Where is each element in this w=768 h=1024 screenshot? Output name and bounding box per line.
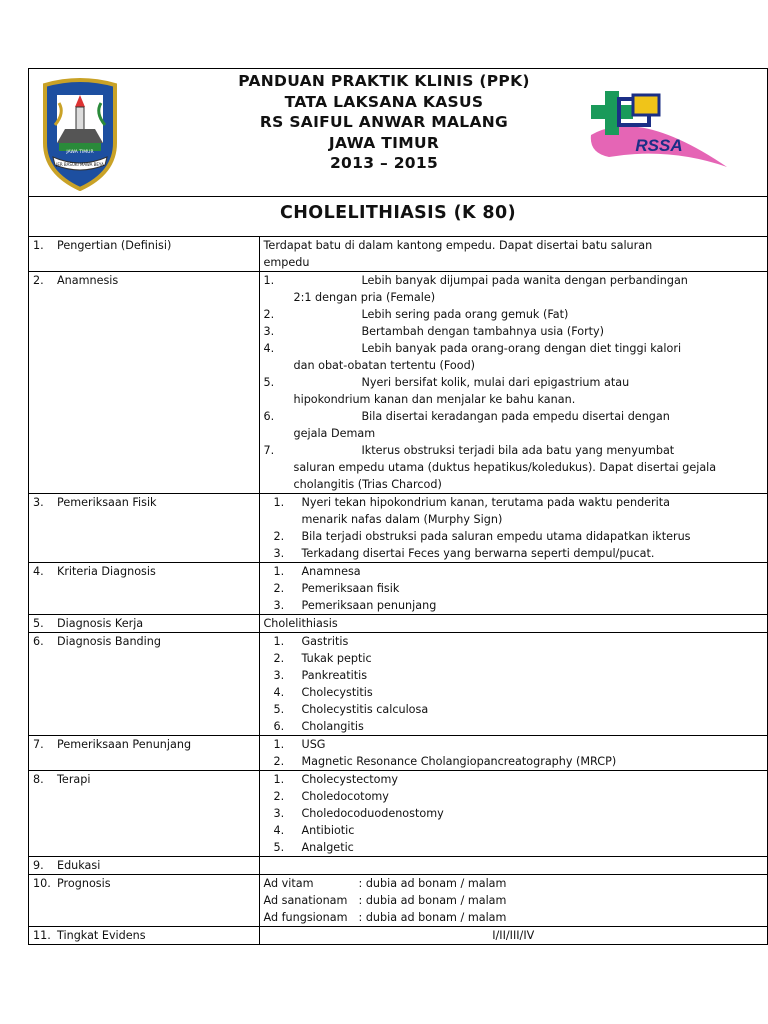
- item-line: Gastritis: [301, 635, 349, 648]
- table-row: [29, 875, 767, 927]
- row-label-cell: [29, 857, 259, 875]
- row-number: 6.: [33, 635, 44, 648]
- item-line: Cholangitis: [301, 720, 364, 733]
- item-text: [302, 597, 437, 614]
- prognosis-value: : dubia ad bonam / malam: [358, 894, 507, 907]
- item-line: Terkadang disertai Feces yang berwarna seperti dempul/pucat.: [301, 547, 655, 560]
- prognosis-value: : dubia ad bonam / malam: [358, 911, 507, 924]
- item-text: [302, 650, 372, 667]
- list-item: [264, 340, 764, 357]
- item-line: Pemeriksaan fisik: [301, 582, 400, 595]
- header-line: JAWA TIMUR: [328, 133, 440, 152]
- header-line: RS SAIFUL ANWAR MALANG: [259, 113, 509, 131]
- item-line: Magnetic Resonance Cholangiopancreatography (MRCP): [301, 755, 617, 768]
- row-label: Kriteria Diagnosis: [57, 565, 156, 578]
- row-content-cell: [259, 615, 767, 633]
- list-item: [264, 788, 764, 805]
- list-item: [264, 272, 764, 289]
- prognosis-key: Ad vitam: [263, 877, 314, 890]
- item-text: [302, 563, 361, 580]
- row-number: 2.: [33, 274, 44, 287]
- item-number: 6.: [273, 720, 285, 733]
- row-label-cell: [29, 927, 259, 945]
- header-line: PANDUAN PRAKTIK KLINIS (PPK): [238, 72, 530, 90]
- content-line: Cholelithiasis: [263, 617, 338, 630]
- item-number: 7.: [263, 444, 275, 457]
- prognosis-key: Ad fungsionam: [263, 911, 348, 924]
- row-label: Tingkat Evidens: [57, 929, 146, 942]
- item-continuation: saluran empedu utama (duktus hepatikus/koledukus). Dapat disertai gejala cholangitis (Trias Charcod): [293, 461, 717, 491]
- item-line: Nyeri tekan hipokondrium kanan, terutama pada waktu penderita: [301, 496, 670, 509]
- item-text: [302, 839, 354, 856]
- list-item: [264, 323, 764, 340]
- table-row: [29, 237, 767, 272]
- table-row: [29, 736, 767, 771]
- item-number: 2.: [273, 530, 285, 543]
- item-number: 4.: [263, 342, 275, 355]
- row-content-cell: [259, 633, 767, 736]
- header-line: TATA LAKSANA KASUS: [284, 92, 484, 111]
- item-text: [302, 822, 355, 839]
- east-java-emblem: [35, 73, 125, 191]
- list-item: [264, 408, 764, 425]
- list-item: [264, 701, 764, 718]
- item-text: [302, 545, 655, 562]
- row-label: Terapi: [57, 773, 91, 786]
- table-row: [29, 771, 767, 857]
- row-label: Anamnesis: [57, 274, 119, 287]
- item-continuation: dan obat-obatan tertentu (Food): [293, 359, 476, 372]
- item-line: menarik nafas dalam (Murphy Sign): [301, 513, 503, 526]
- table-row: [29, 857, 767, 875]
- list-item: [264, 650, 764, 667]
- row-content-cell: [259, 563, 767, 615]
- list-item: [264, 633, 764, 650]
- row-number: 11.: [33, 929, 51, 942]
- list-item: [264, 494, 764, 528]
- row-label-cell: [29, 272, 259, 494]
- item-number: 1.: [273, 635, 285, 648]
- table-row: [29, 494, 767, 563]
- item-number: 2.: [273, 755, 285, 768]
- item-text: Ikterus obstruksi terjadi bila ada batu yang menyumbat: [361, 444, 675, 457]
- document-title: CHOLELITHIASIS (K 80): [29, 197, 767, 237]
- row-label-cell: [29, 633, 259, 736]
- item-continuation: hipokondrium kanan dan menjalar ke bahu kanan.: [293, 393, 576, 406]
- item-text: [302, 805, 444, 822]
- list-item: [264, 374, 764, 391]
- list-item: [264, 771, 764, 788]
- list-item: [264, 545, 764, 562]
- row-label: Pengertian (Definisi): [57, 239, 172, 252]
- row-number: 9.: [33, 859, 44, 872]
- item-number: 3.: [273, 807, 285, 820]
- item-text: [302, 633, 349, 650]
- item-text: [302, 788, 389, 805]
- item-line: Pemeriksaan penunjang: [301, 599, 437, 612]
- item-number: 3.: [273, 547, 285, 560]
- row-content-cell: [259, 857, 767, 875]
- prognosis-value: : dubia ad bonam / malam: [358, 877, 507, 890]
- item-text: [302, 580, 400, 597]
- item-number: 2.: [273, 652, 285, 665]
- item-number: 3.: [263, 325, 275, 338]
- list-item: [264, 667, 764, 684]
- item-line: Bila terjadi obstruksi pada saluran empedu utama didapatkan ikterus: [301, 530, 691, 543]
- row-label-cell: [29, 615, 259, 633]
- list-item: [264, 822, 764, 839]
- row-content-cell: [259, 875, 767, 927]
- row-label-cell: [29, 237, 259, 272]
- item-number: 2.: [273, 790, 285, 803]
- rssa-logo-text: RSSA: [635, 136, 683, 155]
- list-item: [264, 442, 764, 459]
- list-item: [264, 528, 764, 545]
- row-label: Diagnosis Banding: [57, 635, 161, 648]
- row-label-cell: [29, 771, 259, 857]
- prognosis-key: Ad sanationam: [263, 894, 348, 907]
- table-row: [29, 927, 767, 945]
- item-line: Choledocotomy: [301, 790, 389, 803]
- row-label-cell: [29, 875, 259, 927]
- item-continuation: gejala Demam: [293, 427, 376, 440]
- header-titles: [149, 71, 619, 174]
- list-item: [264, 563, 764, 580]
- list-item: [264, 718, 764, 735]
- row-label-cell: [29, 736, 259, 771]
- item-line: Cholecystitis calculosa: [301, 703, 429, 716]
- table-row: [29, 633, 767, 736]
- table-row: [29, 615, 767, 633]
- list-item: [264, 684, 764, 701]
- item-number: 3.: [273, 669, 285, 682]
- header-line: 2013 – 2015: [329, 154, 439, 172]
- item-number: 2.: [263, 308, 275, 321]
- item-number: 1.: [273, 496, 285, 509]
- item-number: 4.: [273, 824, 285, 837]
- document-frame: [28, 68, 768, 945]
- item-text: [302, 684, 373, 701]
- item-text: [302, 736, 326, 753]
- row-number: 7.: [33, 738, 44, 751]
- row-content-cell: [259, 237, 767, 272]
- row-label: Diagnosis Kerja: [57, 617, 144, 630]
- item-text: [302, 771, 399, 788]
- content-line: empedu: [263, 256, 310, 269]
- row-content-cell: [259, 736, 767, 771]
- row-content-cell: [259, 927, 767, 945]
- item-line: USG: [301, 738, 326, 751]
- item-number: 1.: [273, 773, 285, 786]
- item-number: 5.: [263, 376, 275, 389]
- list-item: [264, 753, 764, 770]
- row-content-cell: [259, 771, 767, 857]
- emblem-text-bottom: JER BASUKI MAWA BEYA: [56, 162, 104, 167]
- item-text: Nyeri bersifat kolik, mulai dari epigastrium atau: [361, 376, 630, 389]
- item-line: Pankreatitis: [301, 669, 368, 682]
- item-line: Tukak peptic: [301, 652, 372, 665]
- row-number: 5.: [33, 617, 44, 630]
- list-item: [264, 306, 764, 323]
- item-line: Choledocoduodenostomy: [301, 807, 444, 820]
- row-label: Edukasi: [57, 859, 101, 872]
- item-text: [302, 494, 671, 528]
- item-line: Analgetic: [301, 841, 354, 854]
- emblem-text-top: JAWA TIMUR: [66, 150, 94, 155]
- row-label-cell: [29, 563, 259, 615]
- row-label: Pemeriksaan Penunjang: [57, 738, 192, 751]
- item-number: 1.: [273, 738, 285, 751]
- row-number: 10.: [33, 877, 51, 890]
- item-continuation: 2:1 dengan pria (Female): [293, 291, 436, 304]
- item-text: [302, 753, 617, 770]
- list-item: [264, 839, 764, 856]
- row-number: 1.: [33, 239, 44, 252]
- list-item: [264, 597, 764, 614]
- item-number: 2.: [273, 582, 285, 595]
- item-number: 5.: [273, 841, 285, 854]
- ppk-table: [29, 237, 767, 944]
- prognosis-line: [264, 892, 764, 909]
- row-content-cell: [259, 494, 767, 563]
- row-number: 8.: [33, 773, 44, 786]
- table-row: [29, 272, 767, 494]
- item-text: Bila disertai keradangan pada empedu disertai dengan: [361, 410, 670, 423]
- item-number: 3.: [273, 599, 285, 612]
- rssa-logo: [589, 77, 729, 187]
- table-row: [29, 563, 767, 615]
- item-number: 5.: [273, 703, 285, 716]
- item-line: Antibiotic: [301, 824, 355, 837]
- item-text: Lebih banyak pada orang-orang dengan diet tinggi kalori: [361, 342, 682, 355]
- document-header: [29, 69, 767, 197]
- row-label: Prognosis: [57, 877, 111, 890]
- item-number: 6.: [263, 410, 275, 423]
- item-text: [302, 701, 429, 718]
- evidence-levels: I/II/III/IV: [492, 929, 535, 942]
- list-item: [264, 805, 764, 822]
- list-item: [264, 580, 764, 597]
- item-number: 4.: [273, 686, 285, 699]
- item-text: Lebih banyak dijumpai pada wanita dengan perbandingan: [361, 274, 688, 287]
- item-line: Cholecystectomy: [301, 773, 399, 786]
- row-number: 4.: [33, 565, 44, 578]
- row-number: 3.: [33, 496, 44, 509]
- item-number: 1.: [263, 274, 275, 287]
- prognosis-line: [264, 875, 764, 892]
- item-text: [302, 667, 368, 684]
- prognosis-line: [264, 909, 764, 926]
- item-number: 1.: [273, 565, 285, 578]
- row-label: Pemeriksaan Fisik: [57, 496, 157, 509]
- row-content-cell: [259, 272, 767, 494]
- item-text: Lebih sering pada orang gemuk (Fat): [361, 308, 569, 321]
- row-label-cell: [29, 494, 259, 563]
- item-text: Bertambah dengan tambahnya usia (Forty): [361, 325, 605, 338]
- item-text: [302, 528, 691, 545]
- list-item: [264, 736, 764, 753]
- item-line: Cholecystitis: [301, 686, 373, 699]
- content-line: Terdapat batu di dalam kantong empedu. Dapat disertai batu saluran: [263, 239, 653, 252]
- item-line: Anamnesa: [301, 565, 361, 578]
- item-text: [302, 718, 364, 735]
